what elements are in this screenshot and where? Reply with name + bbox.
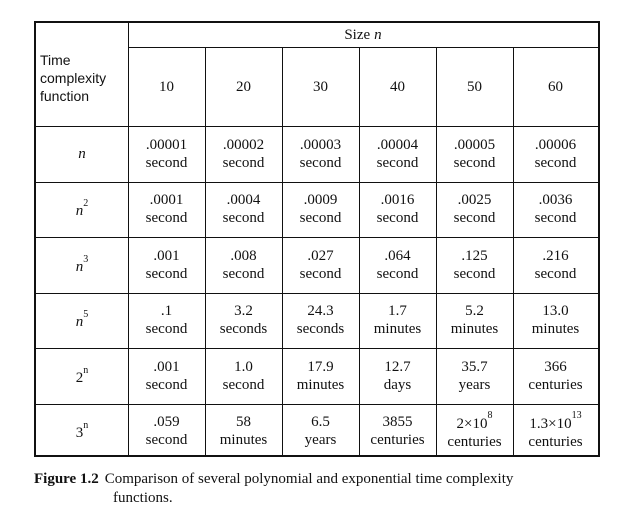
cell-unit: years [458,376,491,393]
cell-unit: second [145,210,188,227]
cell-unit: minutes [219,432,268,449]
cell-unit: second [453,210,496,227]
table-cell [359,404,436,460]
cell-value: 366 [544,358,567,375]
cell-unit: second [534,210,577,227]
cell-value: .0016 [380,192,415,209]
cell-unit: centuries [370,432,425,449]
table-cell [128,237,205,293]
cell-unit: second [222,376,265,393]
table-cell [282,293,359,349]
caption-label: Figure 1.2 [34,471,99,487]
table-cell [205,293,282,349]
table-cell [282,182,359,238]
cell-value: 24.3 [307,303,334,320]
cell-value: 3.2 [234,303,253,320]
cell-unit: years [304,432,337,449]
cell-unit: second [534,265,577,282]
function-header-line-1: Time [40,52,71,68]
cell-value: 1.7 [388,303,407,320]
table-cell [128,182,205,238]
cell-value: .216 [542,247,569,264]
table-cell [205,182,282,238]
table-cell [128,404,205,460]
function-header-line-3: function [40,88,90,104]
size-header [128,23,598,47]
table-cell [436,182,513,238]
cell-value: .001 [153,247,180,264]
table-cell [205,348,282,404]
table-cell [282,237,359,293]
cell-value: 3855 [382,414,413,431]
cell-unit: centuries [528,376,583,393]
size-variable: n [374,26,382,43]
cell-unit: second [222,210,265,227]
row-function: $n^5$ [75,309,89,331]
cell-value: .0036 [538,192,573,209]
cell-unit: second [145,432,188,449]
cell-unit: seconds [296,321,345,338]
cell-value: .00006 [534,136,577,153]
cell-unit: minutes [450,321,499,338]
cell-value: 6.5 [311,414,330,431]
caption-text-line-2: functions. [113,490,173,506]
row-function: $n^2$ [75,198,89,220]
cell-unit: second [376,154,419,171]
cell-unit: second [453,154,496,171]
table-cell [436,404,513,460]
function-header [40,51,126,105]
cell-unit: second [534,154,577,171]
complexity-table [34,21,600,457]
row-divider [128,47,598,48]
cell-unit: seconds [219,321,268,338]
cell-unit: days [383,376,412,393]
column-header-size-10: 10 [159,78,174,95]
cell-value: 1.0 [234,358,253,375]
column-header-size-30: 30 [313,78,328,95]
table-cell [205,237,282,293]
cell-value: .1 [160,303,173,320]
cell-unit: minutes [531,321,580,338]
table-cell [205,126,282,182]
table-cell [513,237,598,293]
cell-unit: second [222,265,265,282]
table-cell [513,348,598,404]
table-cell [436,348,513,404]
cell-unit: second [145,376,188,393]
table-cell [436,237,513,293]
table-cell [513,126,598,182]
column-header-size-60: 60 [548,78,563,95]
table-cell [513,182,598,238]
table-cell [282,348,359,404]
table-cell [359,348,436,404]
cell-unit: second [376,265,419,282]
cell-unit: second [453,265,496,282]
cell-unit: minutes [373,321,422,338]
cell-value: $1.3\times 10^{13}$ [529,410,582,433]
cell-value: .064 [384,247,411,264]
table-cell [436,293,513,349]
cell-unit: second [145,321,188,338]
table-cell [359,237,436,293]
cell-value: .00001 [145,136,188,153]
cell-value: .001 [153,358,180,375]
cell-value: .00002 [222,136,265,153]
cell-value: 58 [236,414,251,431]
cell-unit: minutes [296,376,345,393]
row-function: 3$^n$ [75,420,89,442]
table-cell [359,182,436,238]
table-cell [205,404,282,460]
size-label: Size [344,26,371,43]
table-cell [436,126,513,182]
cell-value: .027 [307,247,334,264]
cell-unit: centuries [447,434,502,451]
table-cell [128,126,205,182]
cell-unit: second [145,265,188,282]
cell-value: .00003 [299,136,342,153]
table-cell [359,293,436,349]
column-header-size-40: 40 [390,78,405,95]
function-header-line-2: complexity [40,70,107,86]
cell-value: 12.7 [384,358,411,375]
table-cell [128,293,205,349]
table-cell [513,293,598,349]
column-header-size-50: 50 [467,78,482,95]
cell-unit: second [145,154,188,171]
cell-unit: second [299,210,342,227]
cell-unit: second [299,265,342,282]
caption-text-line-1: Comparison of several polynomial and exponential time complexity [104,471,514,487]
cell-value: $2\times 10^8$ [456,410,493,433]
cell-value: 35.7 [461,358,488,375]
cell-value: .059 [153,414,180,431]
cell-value: .0025 [457,192,492,209]
cell-value: .125 [461,247,488,264]
cell-value: .0009 [303,192,338,209]
cell-value: .0001 [149,192,184,209]
cell-value: .008 [230,247,257,264]
table-cell [359,126,436,182]
row-function: $n^3$ [75,253,89,275]
cell-unit: second [299,154,342,171]
cell-value: 13.0 [542,303,569,320]
figure-caption [34,470,604,508]
cell-value: 17.9 [307,358,334,375]
row-function: n [78,145,86,162]
cell-value: .0004 [226,192,261,209]
cell-unit: second [222,154,265,171]
table-cell [282,126,359,182]
cell-value: 5.2 [465,303,484,320]
cell-unit: centuries [528,434,583,451]
cell-value: .00004 [376,136,419,153]
table-cell [128,348,205,404]
table-cell [513,404,598,460]
cell-unit: second [376,210,419,227]
row-function: 2$^n$ [75,364,89,386]
table-cell [282,404,359,460]
cell-value: .00005 [453,136,496,153]
column-header-size-20: 20 [236,78,251,95]
